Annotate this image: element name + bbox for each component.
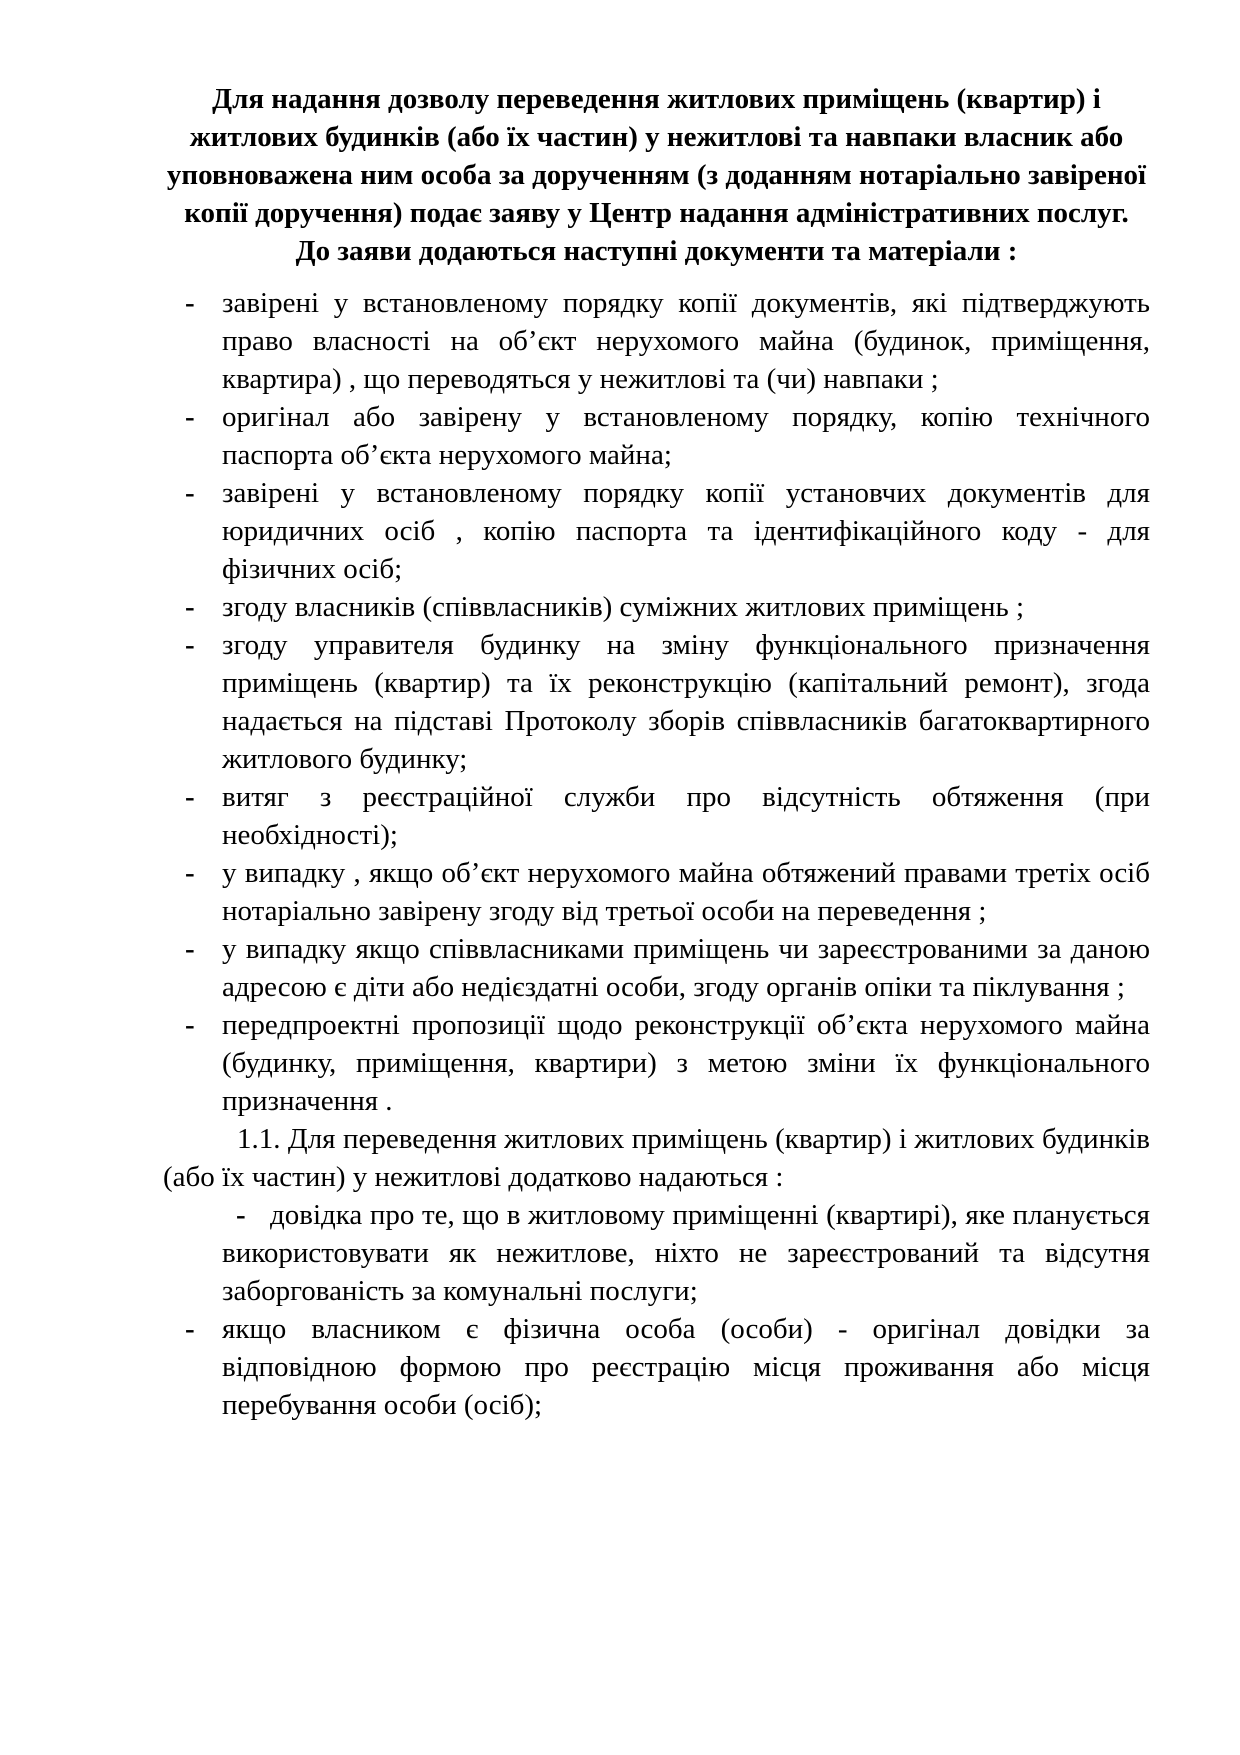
heading-line: Для надання дозволу переведення житлових приміщень (квартир) і (212, 83, 1101, 115)
dash-marker: - (185, 857, 195, 889)
document-page (163, 80, 1150, 1424)
list-item-text: витяг з реєстраційної служби про відсутність обтяження (при необхідності); (222, 781, 1150, 851)
list-item (163, 1310, 1150, 1424)
document-heading (163, 80, 1150, 270)
list-item (163, 930, 1150, 1006)
heading-line: уповноважена ним особа за дорученням (з доданням нотаріально завіреної (166, 159, 1147, 191)
heading-line: копії доручення) подає заяву у Центр надання адміністративних послуг. (184, 197, 1129, 229)
dash-marker: - (185, 287, 195, 319)
list-item-text: завірені у встановленому порядку копії установчих документів для юридичних осіб , копію паспорта та ідентифікаційного коду - для фізичних осіб; (222, 477, 1150, 585)
list-item (163, 854, 1150, 930)
list-item (163, 626, 1150, 778)
list-item-text: довідка про те, що в житловому приміщенні (квартирі), яке планується використовувати як нежитлове, ніхто не зареєстрований та відсутня заборгованість за комунальні послуги; (222, 1199, 1150, 1307)
list-item (163, 284, 1150, 398)
list-item-text: якщо власником є фізична особа (особи) - оригінал довідки за відповідною формою про реєстрацію місця проживання або місця перебування особи (осіб); (222, 1313, 1150, 1421)
dash-marker: - (185, 401, 195, 433)
dash-marker: - (185, 629, 195, 661)
list-item (163, 1196, 1150, 1310)
documents-list (163, 284, 1150, 1120)
list-item (163, 398, 1150, 474)
dash-marker: - (185, 1313, 195, 1345)
heading-line: житлових будинків (або їх частин) у нежитлові та навпаки власник або (189, 121, 1124, 153)
dash-marker: - (185, 1009, 195, 1041)
list-item (163, 778, 1150, 854)
list-item-text: згоду управителя будинку на зміну функціонального призначення приміщень (квартир) та їх реконструкцію (капітальний ремонт), згода надається на підставі Протоколу зборів співвласників багатоквартирного житлового будинку; (222, 629, 1150, 775)
list-item (163, 588, 1150, 626)
dash-marker: - (185, 477, 195, 509)
list-item-text: завірені у встановленому порядку копії документів, які підтверджують право власності на об’єкт нерухомого майна (будинок, приміщення, квартира) , що переводяться у нежитлові та (чи) навпаки ; (222, 287, 1150, 395)
dash-marker: - (185, 933, 195, 965)
list-item-text: передпроектні пропозиції щодо реконструкції об’єкта нерухомого майна (будинку, приміщення, квартири) з метою зміни їх функціонального призначення . (222, 1009, 1150, 1117)
dash-marker: - (185, 591, 195, 623)
list-item-text: оригінал або завірену у встановленому порядку, копію технічного паспорта об’єкта нерухомого майна; (222, 401, 1150, 471)
list-item-text: у випадку , якщо об’єкт нерухомого майна обтяжений правами третіх осіб нотаріально завірену згоду від третьої особи на переведення ; (222, 857, 1150, 927)
section-1-1-paragraph: 1.1. Для переведення житлових приміщень (квартир) і житлових будинків (або їх частин) у нежитлові додатково надаються : (163, 1123, 1150, 1193)
list-item (163, 1006, 1150, 1120)
list-item-text: у випадку якщо співвласниками приміщень чи зареєстрованими за даною адресою є діти або недієздатні особи, згоду органів опіки та піклування ; (222, 933, 1150, 1003)
document-subheading: До заяви додаються наступні документи та матеріали : (295, 235, 1018, 267)
list-item-text: згоду власників (співвласників) суміжних житлових приміщень ; (222, 591, 1025, 623)
dash-marker: - (185, 781, 195, 813)
additional-documents-list (163, 1196, 1150, 1424)
dash-marker: - (236, 1199, 246, 1231)
list-item (163, 474, 1150, 588)
